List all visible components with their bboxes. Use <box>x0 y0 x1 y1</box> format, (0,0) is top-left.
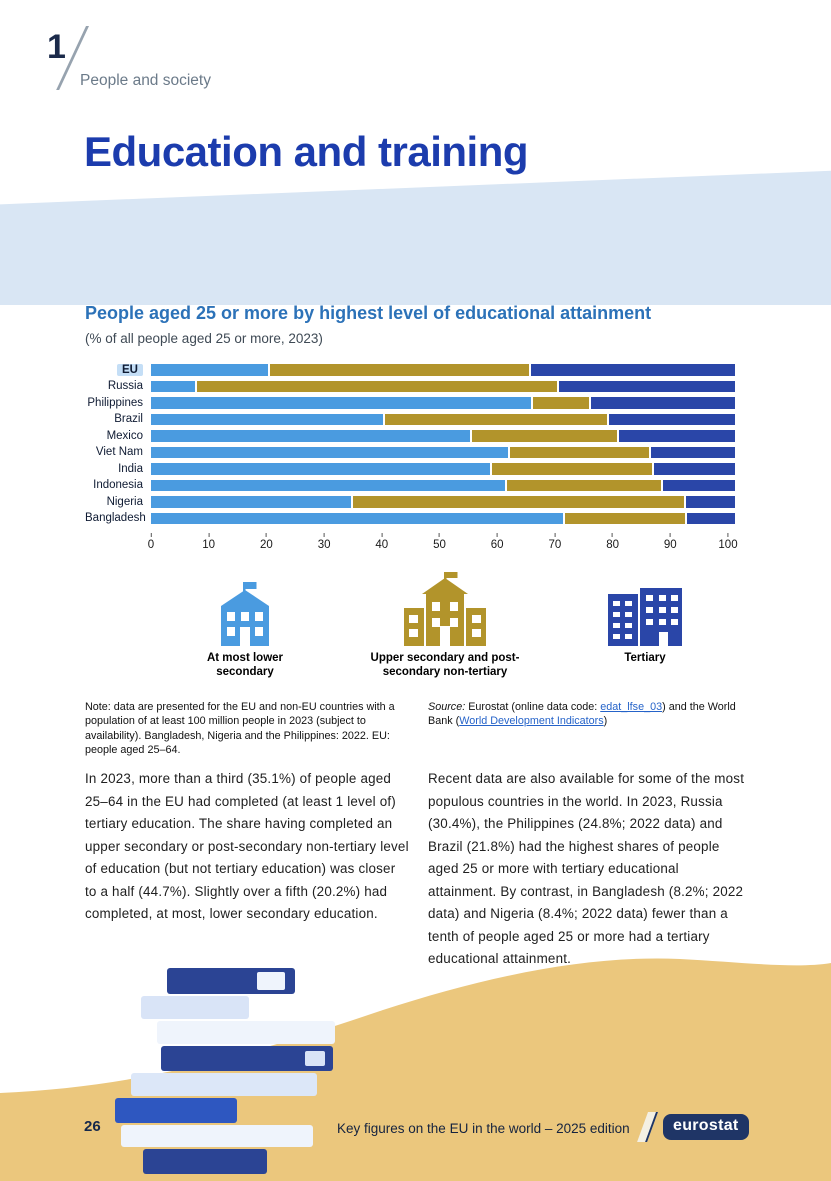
lower-secondary-school-icon <box>140 566 350 646</box>
bar-row <box>85 513 735 525</box>
x-axis <box>85 533 738 559</box>
source-link-world-development-indicators[interactable]: World Development Indicators <box>459 715 604 728</box>
country-label: Russia <box>107 380 143 393</box>
source-part: Eurostat (online data code: <box>465 701 601 713</box>
bar-segment <box>686 496 735 508</box>
bar-segment <box>151 381 195 393</box>
bar-segment <box>492 463 652 475</box>
bar-segment <box>510 447 649 459</box>
body-paragraph-left: In 2023, more than a third (35.1%) of people aged 25–64 in the EU had completed (at least 1 level of) tertiary education. The share having completed an upper secondary or post-secondary non-tertiary level of education (but not tertiary education) was closer to a half (44.7%). Slightly over a fifth (20.2%) had completed, at most, lower secondary education. <box>85 771 409 922</box>
bar-segment <box>591 397 735 409</box>
upper-secondary-school-icon <box>340 566 550 646</box>
bar-segment <box>687 513 735 525</box>
bar-row <box>85 463 735 475</box>
bar-row <box>85 414 735 426</box>
source-label: Source: <box>428 701 466 713</box>
country-label: Bangladesh <box>85 512 146 525</box>
x-axis-tick: 10 <box>202 533 215 551</box>
eurostat-logo-wordmark: eurostat <box>663 1114 749 1140</box>
x-axis-tick: 90 <box>664 533 677 551</box>
country-label: India <box>118 462 143 475</box>
bar-row <box>85 447 735 459</box>
country-label: Nigeria <box>106 495 143 508</box>
x-axis-tick: 0 <box>148 533 154 551</box>
chapter-title: People and society <box>80 72 211 89</box>
x-axis-tick: 60 <box>491 533 504 551</box>
bar-row <box>85 496 735 508</box>
country-label: Mexico <box>106 429 143 442</box>
bar-segment <box>151 480 505 492</box>
bar-segment <box>619 430 735 442</box>
bar-segment <box>472 430 617 442</box>
bar-segment <box>531 364 735 376</box>
x-axis-tick: 20 <box>260 533 273 551</box>
bar-segment <box>151 430 470 442</box>
page-number: 26 <box>84 1118 101 1135</box>
x-axis-tick: 70 <box>548 533 561 551</box>
legend-item-lower-secondary <box>140 566 350 680</box>
body-paragraph-right: Recent data are also available for some of the most populous countries in the world. In 2023, Russia (30.4%), the Philippines (24.8%; 2022 data) and Brazil (21.8%) had the highest shares of people aged 25 or more with tertiary educational attainment. By contrast, in Bangladesh (8.2%; 2022 data) and Nigeria (8.4%; 2022 data) fewer than a tenth of people aged 25 or more had a tertiary educational attainment. <box>428 771 745 967</box>
source-link-edat-lfse-03[interactable]: edat_lfse_03 <box>600 701 663 713</box>
tertiary-building-icon <box>540 566 750 646</box>
legend-item-tertiary <box>540 566 750 665</box>
bar-segment <box>151 364 268 376</box>
bar-row <box>85 381 735 393</box>
bar-segment <box>654 463 735 475</box>
bar-row <box>85 364 735 376</box>
chart-title: People aged 25 or more by highest level of educational attainment <box>85 303 652 323</box>
bar-segment <box>353 496 684 508</box>
note-text: Note: data are presented for the EU and non-EU countries with a population of at least 100 million people in 2023 (subject to availability). Bangladesh, Nigeria and the Philippines: 2022. EU: people aged 25–64. <box>85 701 395 756</box>
bar-row <box>85 397 735 409</box>
chapter-number: 1 <box>47 28 66 66</box>
bar-segment <box>151 463 490 475</box>
source-text <box>428 700 748 729</box>
x-axis-tick: 40 <box>375 533 388 551</box>
bar-segment <box>151 513 563 525</box>
country-label: Philippines <box>87 396 143 409</box>
page-title: Education and training <box>84 128 529 175</box>
bar-segment <box>385 414 607 426</box>
source-part: ) <box>603 715 608 728</box>
bar-segment <box>151 397 531 409</box>
bar-segment <box>609 414 735 426</box>
bar-segment <box>151 447 508 459</box>
stacked-bar-chart <box>85 364 735 529</box>
country-label: EU <box>85 364 151 376</box>
bar-segment <box>507 480 661 492</box>
bar-row <box>85 430 735 442</box>
bar-segment <box>151 414 383 426</box>
legend-item-upper-secondary <box>340 566 550 680</box>
x-axis-tick: 80 <box>606 533 619 551</box>
source-part: ) and the World Bank ( <box>428 701 736 728</box>
bar-segment <box>151 496 351 508</box>
bar-segment <box>559 381 735 393</box>
legend-label: Upper secondary and post-secondary non-tertiary <box>370 652 520 679</box>
bar-segment <box>270 364 529 376</box>
bar-segment <box>533 397 589 409</box>
x-axis-tick: 100 <box>718 533 737 551</box>
eurostat-logo <box>648 1112 749 1142</box>
bar-row <box>85 480 735 492</box>
chart-subtitle: (% of all people aged 25 or more, 2023) <box>85 331 323 346</box>
country-label: Brazil <box>114 413 143 426</box>
country-label: Indonesia <box>93 479 143 492</box>
x-axis-tick: 50 <box>433 533 446 551</box>
books-illustration <box>105 962 345 1174</box>
bar-segment <box>197 381 557 393</box>
bar-segment <box>565 513 686 525</box>
footer-edition-text: Key figures on the EU in the world – 2025 edition <box>337 1121 630 1136</box>
bar-segment <box>663 480 736 492</box>
country-label: Viet Nam <box>95 446 143 459</box>
legend-label: At most lower secondary <box>206 652 284 679</box>
x-axis-tick: 30 <box>318 533 331 551</box>
legend-label: Tertiary <box>624 652 666 664</box>
bar-segment <box>651 447 735 459</box>
